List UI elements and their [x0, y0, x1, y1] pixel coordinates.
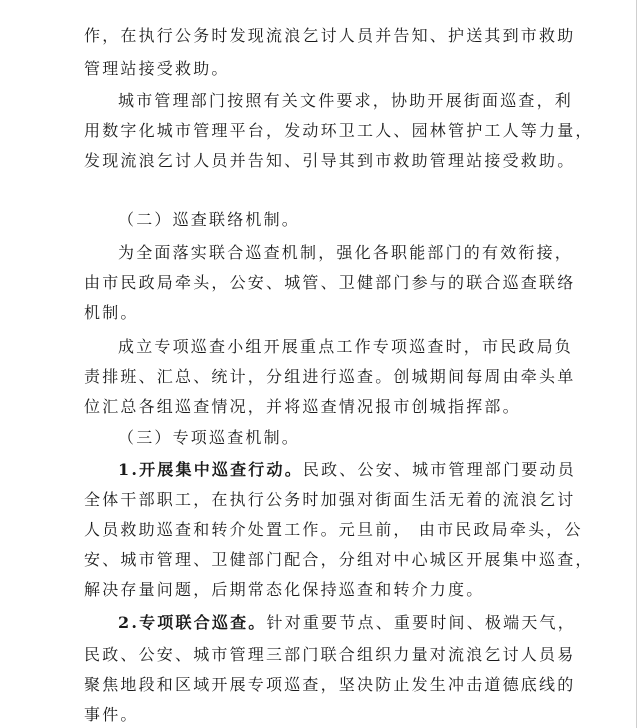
item-2-heading: 2.专项联合巡查。	[118, 613, 267, 632]
body-text-line: 作，在执行公务时发现流浪乞讨人员并告知、护送其到市救助	[84, 26, 576, 45]
body-text-line: 由市民政局牵头，公安、城管、卫健部门参与的联合巡查联络	[84, 273, 576, 292]
body-text-line: 民政、公安、城市管理三部门联合组织力量对流浪乞讨人员易	[84, 645, 576, 664]
item-1-heading: 1.开展集中巡查行动。	[118, 460, 303, 479]
body-text-line: 全体干部职工，在执行公务时加强对街面生活无着的流浪乞讨	[84, 490, 576, 509]
body-text-line: 用数字化城市管理平台，发动环卫工人、园林管护工人等力量，	[84, 121, 594, 140]
body-text-line: 管理站接受救助。	[84, 59, 230, 78]
body-text-line: 城市管理部门按照有关文件要求，协助开展街面巡查，利	[118, 91, 574, 110]
body-text-line: 解决存量问题，后期常态化保持巡查和转介力度。	[84, 580, 485, 599]
body-text-line: 安、城市管理、卫健部门配合，分组对中心城区开展集中巡查，	[84, 550, 594, 569]
body-text-line: 发现流浪乞讨人员并告知、引导其到市救助管理站接受救助。	[84, 151, 576, 170]
section-heading-2: （二）巡查联络机制。	[118, 210, 301, 229]
item-1-text: 民政、公安、城市管理部门要动员	[302, 460, 576, 479]
body-text-line: 聚焦地段和区域开展专项巡查，坚决防止发生冲击道德底线的	[84, 675, 576, 694]
body-text-line: 成立专项巡查小组开展重点工作专项巡查时，市民政局负	[118, 337, 574, 356]
body-text-line: 机制。	[84, 303, 139, 322]
section-heading-3: （三）专项巡查机制。	[118, 428, 301, 447]
body-text-line: 位汇总各组巡查情况，并将巡查情况报市创城指挥部。	[84, 397, 521, 416]
item-1-line	[118, 460, 576, 480]
item-2-line	[118, 613, 576, 633]
body-text-line: 为全面落实联合巡查机制，强化各职能部门的有效衔接，	[118, 243, 574, 262]
body-text-line: 责排班、汇总、统计，分组进行巡查。创城期间每周由牵头单	[84, 367, 576, 386]
body-text-line: 人员救助巡查和转介处置工作。元旦前， 由市民政局牵头，公	[84, 520, 583, 539]
body-text-line: 事件。	[84, 705, 139, 724]
item-2-text: 针对重要节点、重要时间、极端天气，	[266, 613, 576, 632]
